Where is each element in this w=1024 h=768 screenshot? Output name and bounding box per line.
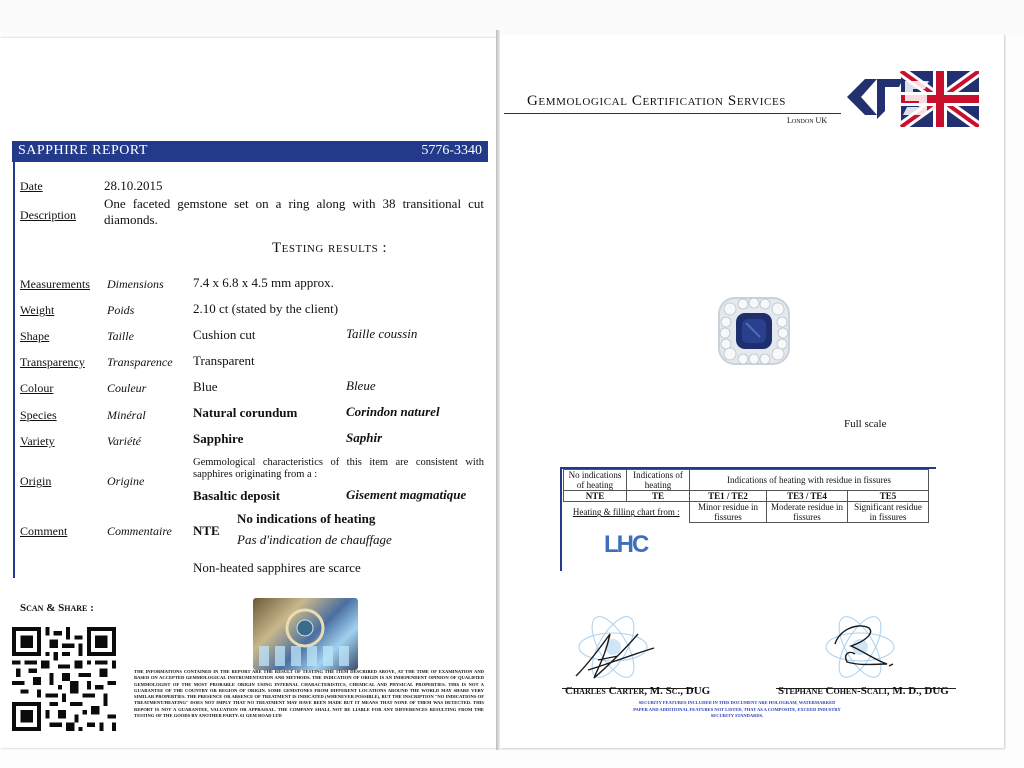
table-row [564,502,929,523]
transparency-label-fr: Transparence [107,355,173,369]
testing-results-heading: Testing results : [272,240,388,256]
signer-1-name: Charles Carter, M. Sc., DUG [565,685,711,697]
measurements-value: 7.4 x 6.8 x 4.5 mm approx. [193,275,334,290]
colour-label: Colour [20,381,54,395]
full-scale-caption: Full scale [844,418,887,430]
origin-label: Origin [20,474,52,488]
shape-label-fr: Taille [107,329,134,343]
transparency-value: Transparent [193,353,255,368]
variety-value-fr: Saphir [346,430,383,445]
disclaimer-fine-print: THE INFORMATIONS CONTAINED IN THE REPORT ARE THE RESULT OF TESTING THE ITEM DESCRIBED ABOVE, AT THE TIME OF EXAMINATION AND BASED ON ACCEPTED GEMMOLOGICAL INSTRUMENTATION AND METHODS. THE INDICATION OF ORIGIN IS AN INDEPENDENT OPINION OF QUALIFIED GEMMOLOGIST OF THE MOST PROBABLE ORIGIN USING INTERNAL CHARACTERISTICS, CHEMICAL AND PHYSICAL PROPERTIES. THIS IS NOT A GUARANTEE OF THE COUNTRY OR REGION OF ORIGIN. SOME GEMSTONES FROM DIFFERENT LOCATIONS AROUND THE WORLD MAY SHARE VERY SIMILAR PROPERTIES. THE PRESENCE OR ABSENCE OF TREATMENT IS INDICATED (WHENEVER POSSIBLE), BUT THE INSCRIPTION "NO INDICATIONS OF TREATMENT/HEATING" DOES NOT IMPLY THAT NO TREATMENT MAY HAVE BEEN MADE BUT IT MEANS THAT NONE OF THEM WAS DETECTED. THIS REPORT IS NOT A GUARANTEE, VALUATION OR APPRAISAL. THE COMPANY SHALL NOT BE LIABLE FOR ANY DIFFERENCES RESULTING FROM THE TESTING OF THE GOODS BY ANOTHER PARTY. 61 GEM ROAD LTD [134,669,484,719]
table-cell: NTE [564,491,627,502]
colour-value: Blue [193,379,218,394]
table-row [564,491,929,502]
species-value: Natural corundum [193,405,298,420]
qr-code[interactable] [12,627,116,731]
scan-share-label: Scan & Share : [20,602,94,614]
report-title-bar [12,141,488,162]
comment-note: Non-heated sapphires are scarce [193,560,361,575]
table-cell: TE5 [848,491,929,502]
table-cell: TE3 / TE4 [767,491,848,502]
sapphire-ring-photo [716,295,792,367]
report-title: SAPPHIRE REPORT [18,143,148,158]
comment-label-fr: Commentaire [107,524,172,538]
org-underline [504,113,841,114]
org-name: Gemmological Certification Services [527,93,787,109]
shape-value-fr: Taille coussin [346,326,418,341]
comment-value: No indications of heating [237,511,376,526]
variety-value: Sapphire [193,431,244,446]
origin-label-fr: Origine [107,474,145,488]
table-cell: No indications of heating [564,470,627,491]
heating-indications-table [563,469,929,523]
colour-label-fr: Couleur [107,381,147,395]
origin-value-fr: Gisement magmatique [346,487,467,502]
species-value-fr: Corindon naturel [346,404,440,419]
measurements-label-fr: Dimensions [107,277,164,291]
weight-value: 2.10 ct (stated by the client) [193,301,339,316]
table-row [564,470,929,491]
comment-value-fr: Pas d'indication de chauffage [237,532,392,547]
comment-code: NTE [193,523,220,538]
colour-value-fr: Bleue [346,378,376,393]
signature-cohen-scali [805,604,915,690]
lhc-logo-text: LHC [604,531,648,558]
description-label: Description [20,208,76,222]
report-number: 5776-3340 [421,143,482,158]
scan-background [0,0,1024,34]
signature-carter [558,604,668,690]
logo-text: GCS [843,71,845,72]
table-cell: Indications of heating with residue in fissures [690,470,929,491]
species-label-fr: Minéral [107,408,146,422]
transparency-label: Transparency [20,355,85,369]
lhc-logo [602,528,652,558]
table-cell: Indications of heating [627,470,690,491]
shape-label: Shape [20,329,50,343]
comment-label: Comment [20,524,68,538]
security-features-note: SECURITY FEATURES INCLUDED IN THIS DOCUMENT ARE HOLOGRAM, WATERMARKED PAPER AND ADDITIONAL FEATURES NOT LISTED, THAT AS A COMPOSITE, EXCEED INDUSTRY SECURITY STANDARDS. [633,700,841,718]
report-left-rule [13,162,15,578]
origin-note: Gemmological characteristics of this item are consistent with sapphires originating from a : [193,457,484,480]
table-cell: TE1 / TE2 [690,491,767,502]
species-label: Species [20,408,57,422]
shape-value: Cushion cut [193,327,256,342]
page-fold [496,30,500,750]
weight-label-fr: Poids [107,303,135,317]
table-cell: TE [627,491,690,502]
table-cell: Significant residue in fissures [848,502,929,523]
table-cell: Moderate residue in fissures [767,502,848,523]
variety-label-fr: Variété [107,434,141,448]
signer-2-name: Stephane Cohen-Scali, M. D., DUG [778,685,949,697]
variety-label: Variety [20,434,55,448]
description-value: One faceted gemstone set on a ring along with 38 transitional cut diamonds. [104,196,484,227]
table-cell: Minor residue in fissures [690,502,767,523]
date-value: 28.10.2015 [104,178,163,193]
origin-value: Basaltic deposit [193,488,281,503]
weight-label: Weight [20,303,55,317]
measurements-label: Measurements [20,277,90,291]
hologram-seal [253,598,358,670]
org-location: London UK [787,116,828,125]
gcs-union-flag-logo [843,71,979,127]
heating-chart-link[interactable]: Heating & filling chart from : [572,507,680,518]
heat-table-frame-left [560,467,562,571]
date-label: Date [20,179,43,193]
